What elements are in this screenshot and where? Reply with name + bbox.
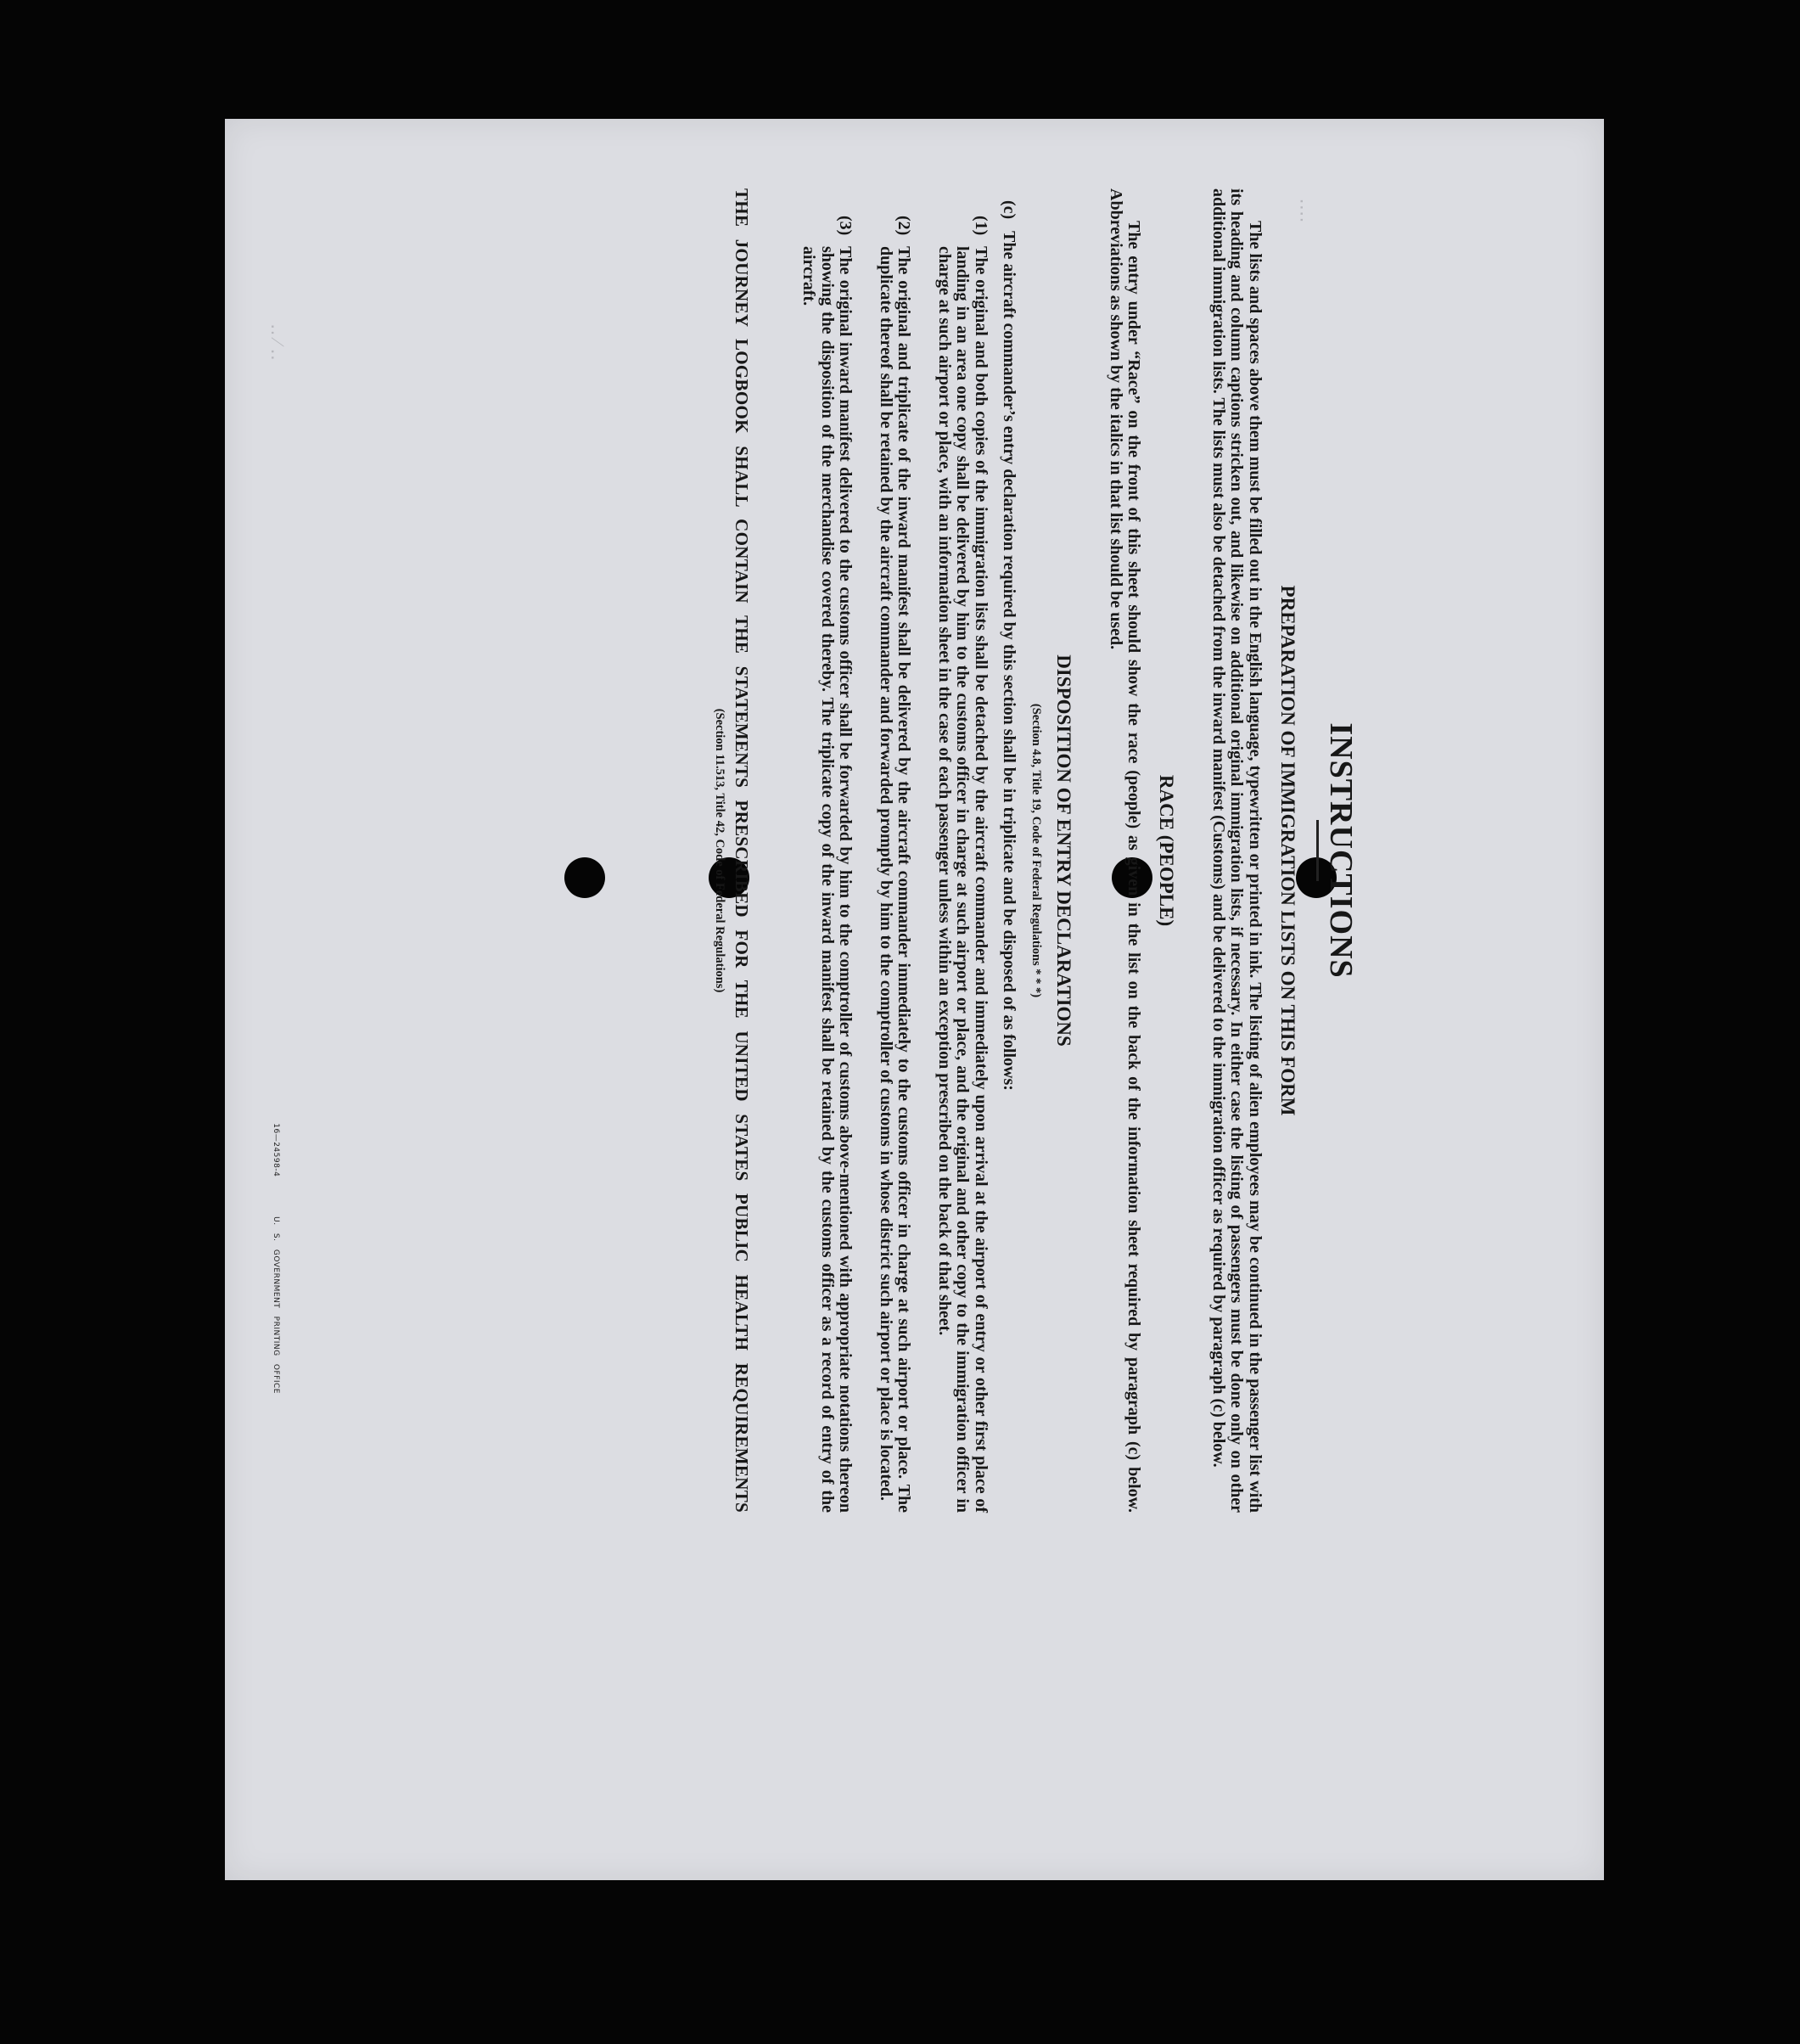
list-item-number: (2) bbox=[894, 216, 914, 236]
form-number: 16—24598-4 bbox=[272, 1123, 280, 1177]
paragraph-c bbox=[1000, 188, 1018, 1513]
printer-name: U. S. GOVERNMENT PRINTING OFFICE bbox=[272, 1216, 280, 1394]
list-item bbox=[877, 188, 913, 1513]
list-item bbox=[799, 188, 855, 1513]
section-heading-race: RACE (PEOPLE) bbox=[1156, 774, 1178, 927]
paragraph-c-label: (c) bbox=[1000, 200, 1019, 220]
rotated-instructions bbox=[265, 188, 1360, 1513]
disposition-citation: (Section 4.8, Title 19, Code of Federal Regulations * * *) bbox=[1029, 703, 1044, 998]
document-title: INSTRUCTIONS bbox=[1323, 722, 1359, 979]
title-underline bbox=[1316, 820, 1319, 881]
preparation-paragraph: The lists and spaces above them must be filled out in the English language, typewritten or printed in ink. The listing of alien employees may be continued in the passenger list with its heading and column captions stricken out, and likewise on additional original immigration lists, if necessary. In either case the listing of passengers must be done only on other additional immigration lists. The lists must also be detached from the inward manifest (Customs) and be delivered to the immigration officer as required by paragraph (c) below. bbox=[1209, 188, 1264, 1513]
list-item-text: The original inward manifest delivered to the customs officer shall be forwarded by him to the comptroller of customs above-mentioned with appropriate notations thereon showing the disposition of the merchandise covered thereby. The triplicate copy of the inward manifest shall be retained by the customs officer as a record of entry of the aircraft. bbox=[799, 246, 855, 1513]
printer-imprint bbox=[272, 1123, 280, 1394]
list-item bbox=[935, 188, 990, 1513]
list-item-number: (1) bbox=[972, 216, 990, 236]
section-heading-preparation: PREPARATION OF IMMIGRATION LISTS ON THIS FORM bbox=[1277, 585, 1298, 1116]
bleed-through-mark: ‥ ⁄ ‥ bbox=[267, 323, 289, 362]
section-heading-disposition: DISPOSITION OF ENTRY DECLARATIONS bbox=[1053, 654, 1075, 1047]
list-item-text: The original and both copies of the immigration lists shall be detached by the aircraft commander and immediately upon arrival at the airport of entry or other first place of landing in an area one copy shall be delivered by him to the customs officer in charge at such airport or place, and the original and other copy to the immigration officer in charge at such airport or place, with an information sheet in the case of each passenger unless within an exception prescribed on the back of that sheet. bbox=[935, 246, 990, 1513]
paragraph-c-text: The aircraft commander’s entry declaration required by this section shall be in triplicate and be disposed of as follows: bbox=[1000, 231, 1019, 1091]
race-paragraph: The entry under “Race” on the front of this sheet should show the race (people) as given in the list on the back of the information sheet required by paragraph (c) below. Abbreviations as shown by the italics in that list should be used. bbox=[1107, 188, 1144, 1513]
list-item-text: The original and triplicate of the inward manifest shall be delivered by the aircraft commander immediately to the customs officer in charge at such airport or place. The duplicate thereof shall be retained by the aircraft commander and forwarded promptly by him to the comptroller of customs in whose district such airport or place is located. bbox=[877, 246, 914, 1513]
public-health-citation: (Section 11.513, Title 42, Code of Federal Regulations) bbox=[713, 708, 726, 993]
list-item-number: (3) bbox=[836, 216, 855, 236]
public-health-statement: THE JOURNEY LOGBOOK SHALL CONTAIN THE STATEMENTS PRESCRIBED FOR THE UNITED STATES PUBLIC HEALTH REQUIREMENTS bbox=[732, 188, 752, 1513]
bleed-through-mark: ‥‥ bbox=[1296, 198, 1318, 223]
